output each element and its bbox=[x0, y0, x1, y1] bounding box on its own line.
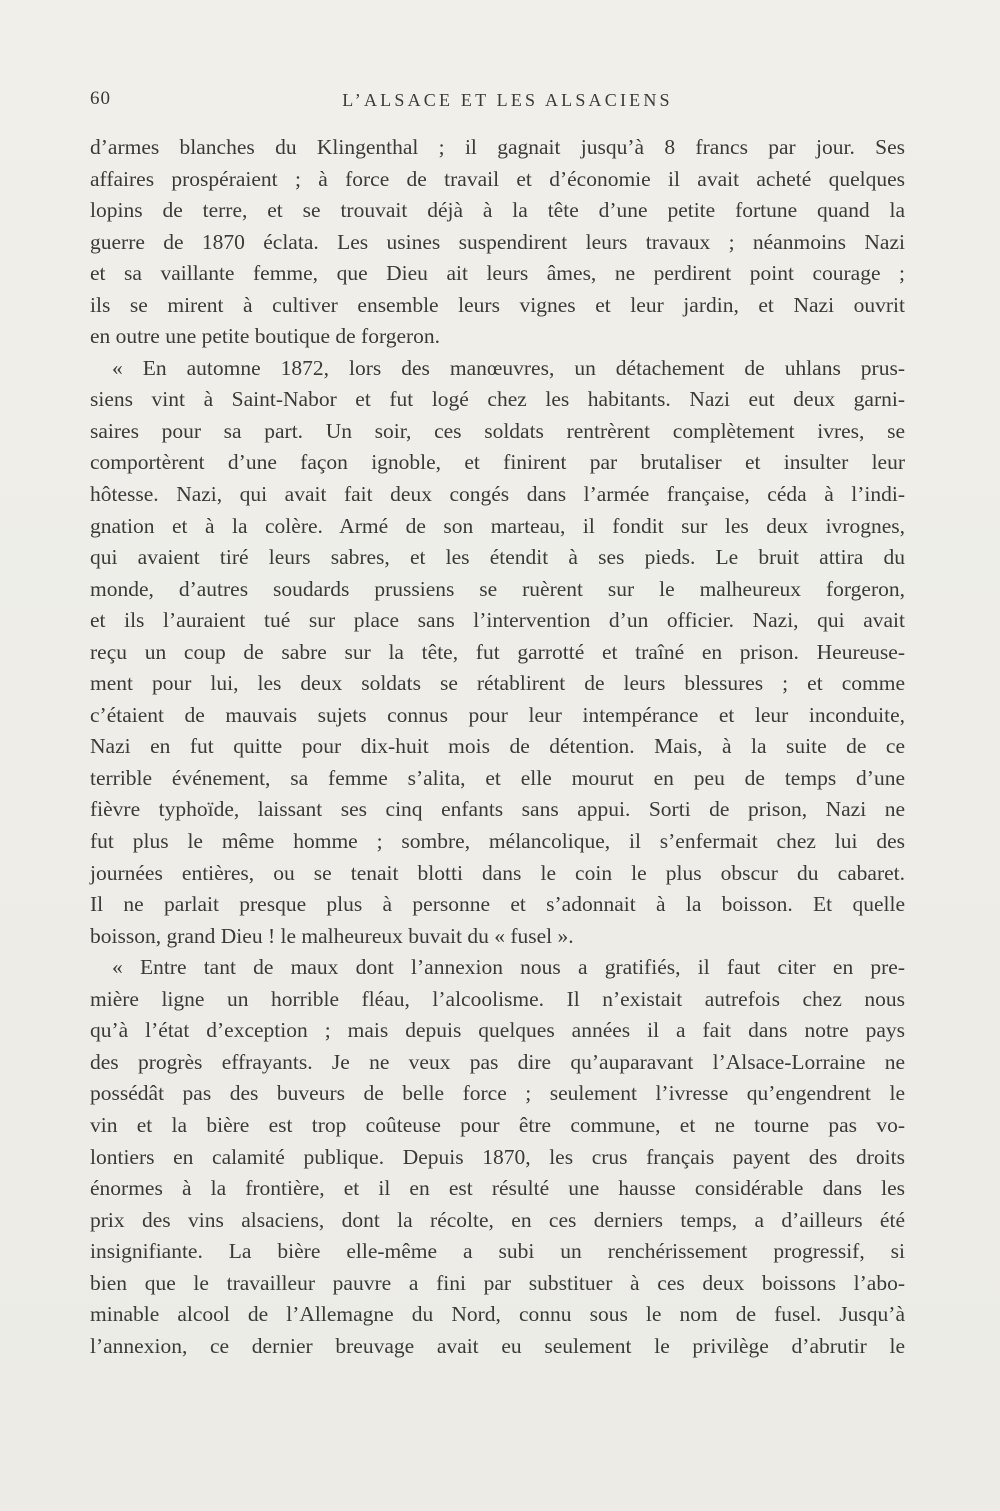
body-text bbox=[90, 132, 905, 1362]
text-line: ils se mirent à cultiver ensemble leurs vignes et leur jardin, et Nazi ouvrit bbox=[90, 292, 905, 317]
text-line: c’étaient de mauvais sujets connus pour leur intempérance et leur inconduite, bbox=[90, 702, 905, 727]
text-line: hôtesse. Nazi, qui avait fait deux congés dans l’armée française, céda à l’indi- bbox=[90, 482, 905, 507]
text-line: fièvre typhoïde, laissant ses cinq enfants sans appui. Sorti de prison, Nazi ne bbox=[90, 797, 905, 822]
text-line: qui avaient tiré leurs sabres, et les étendit à ses pieds. Le bruit attira du bbox=[90, 545, 905, 570]
page-number: 60 bbox=[90, 88, 111, 109]
text-line: ment pour lui, les deux soldats se rétablirent de leurs blessures ; et comme bbox=[90, 671, 905, 696]
text-line: « Entre tant de maux dont l’annexion nous a gratifiés, il faut citer en pre- bbox=[112, 955, 905, 980]
text-line: mière ligne un horrible fléau, l’alcoolisme. Il n’existait autrefois chez nous bbox=[90, 986, 905, 1011]
text-line: « En automne 1872, lors des manœuvres, un détachement de uhlans prus- bbox=[112, 355, 905, 380]
text-line: en outre une petite boutique de forgeron. bbox=[90, 324, 441, 349]
text-line: boisson, grand Dieu ! le malheureux buvait du « fusel ». bbox=[90, 923, 574, 948]
text-line: journées entières, ou se tenait blotti dans le coin le plus obscur du cabaret. bbox=[90, 860, 905, 885]
running-title: L’ALSACE ET LES ALSACIENS bbox=[342, 90, 673, 110]
text-line: et ils l’auraient tué sur place sans l’intervention d’un officier. Nazi, qui avait bbox=[90, 608, 905, 633]
text-line: bien que le travailleur pauvre a fini par substituer à ces deux boissons l’abo- bbox=[90, 1270, 905, 1295]
text-line: saires pour sa part. Un soir, ces soldats rentrèrent complètement ivres, se bbox=[90, 418, 905, 443]
text-line: comportèrent d’une façon ignoble, et finirent par brutaliser et insulter leur bbox=[90, 450, 905, 475]
text-line: reçu un coup de sabre sur la tête, fut garrotté et traîné en prison. Heureuse- bbox=[90, 639, 905, 664]
text-line: terrible événement, sa femme s’alita, et elle mourut en peu de temps d’une bbox=[90, 765, 905, 790]
text-line: affaires prospéraient ; à force de travail et d’économie il avait acheté quelques bbox=[90, 166, 905, 191]
running-head bbox=[90, 88, 905, 118]
text-line: qu’à l’état d’exception ; mais depuis quelques années il a fait dans notre pays bbox=[90, 1018, 905, 1043]
text-line: gnation et à la colère. Armé de son marteau, il fondit sur les deux ivrognes, bbox=[90, 513, 905, 538]
text-line: minable alcool de l’Allemagne du Nord, connu sous le nom de fusel. Jusqu’à bbox=[90, 1302, 905, 1327]
text-line: possédât pas des buveurs de belle force ; seulement l’ivresse qu’engendrent le bbox=[90, 1081, 905, 1106]
text-line: guerre de 1870 éclata. Les usines suspendirent leurs travaux ; néanmoins Nazi bbox=[90, 229, 905, 254]
text-line: Il ne parlait presque plus à personne et s’adonnait à la boisson. Et quelle bbox=[90, 892, 905, 917]
text-line: Nazi en fut quitte pour dix-huit mois de détention. Mais, à la suite de ce bbox=[90, 734, 905, 759]
text-line: lopins de terre, et se trouvait déjà à la tête d’une petite fortune quand la bbox=[90, 198, 905, 223]
text-line: et sa vaillante femme, que Dieu ait leurs âmes, ne perdirent point courage ; bbox=[90, 261, 905, 286]
text-line: l’annexion, ce dernier breuvage avait eu seulement le privilège d’abrutir le bbox=[90, 1333, 905, 1358]
text-line: des progrès effrayants. Je ne veux pas dire qu’auparavant l’Alsace-Lorraine ne bbox=[90, 1049, 905, 1074]
text-line: insignifiante. La bière elle-même a subi un renchérissement progressif, si bbox=[90, 1239, 905, 1264]
text-line: siens vint à Saint-Nabor et fut logé chez les habitants. Nazi eut deux garni- bbox=[90, 387, 905, 412]
text-line: monde, d’autres soudards prussiens se ruèrent sur le malheureux forgeron, bbox=[90, 576, 905, 601]
text-line: d’armes blanches du Klingenthal ; il gagnait jusqu’à 8 francs par jour. Ses bbox=[90, 135, 905, 159]
text-line: fut plus le même homme ; sombre, mélancolique, il s’enfermait chez lui des bbox=[90, 829, 905, 854]
text-line: lontiers en calamité publique. Depuis 1870, les crus français payent des droits bbox=[90, 1144, 905, 1169]
text-line: énormes à la frontière, et il en est résulté une hausse considérable dans les bbox=[90, 1176, 905, 1201]
text-line: vin et la bière est trop coûteuse pour être commune, et ne tourne pas vo- bbox=[90, 1112, 905, 1137]
text-line: prix des vins alsaciens, dont la récolte, en ces derniers temps, a d’ailleurs été bbox=[90, 1207, 905, 1232]
